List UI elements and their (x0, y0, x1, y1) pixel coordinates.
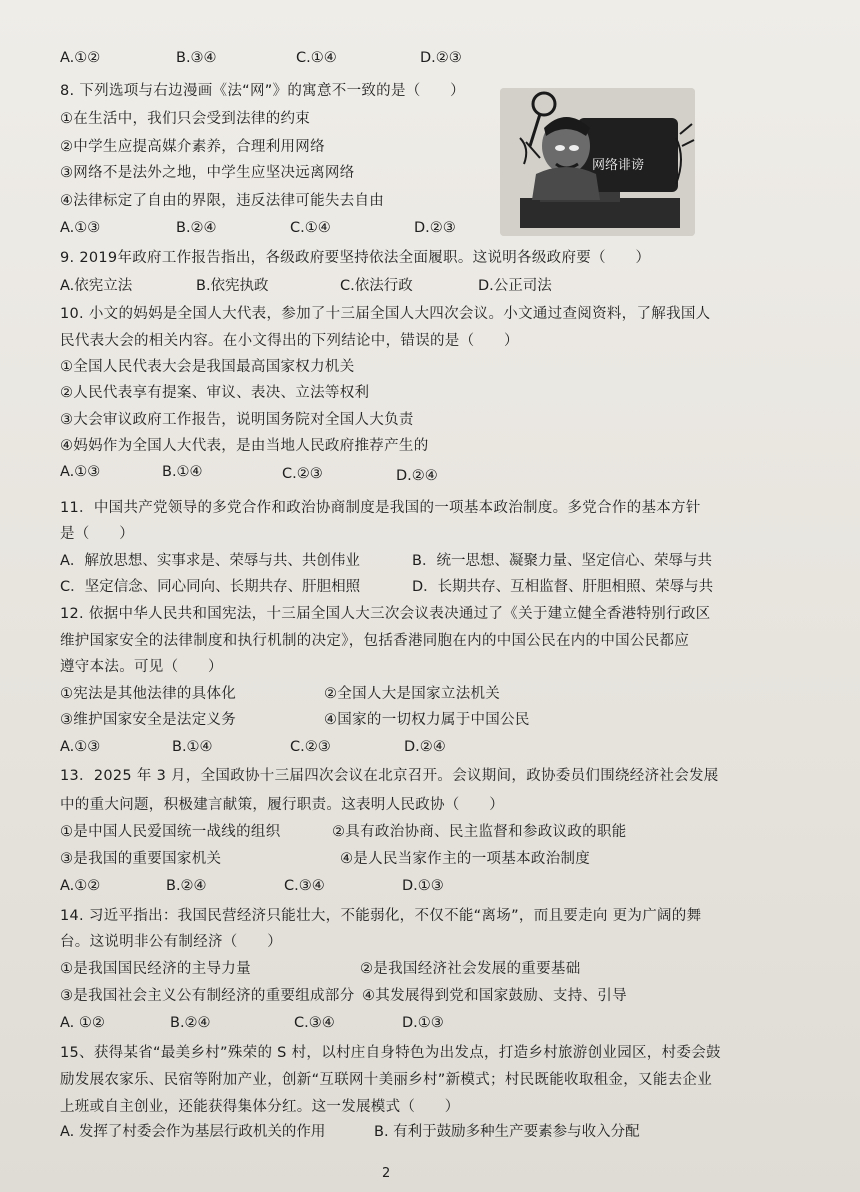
q8-item-1: ①在生活中，我们只会受到法律的约束 (60, 111, 311, 127)
q9-option-d: D.公正司法 (478, 278, 552, 294)
law-net-cartoon (500, 88, 695, 236)
q11-stem-line-1: 11．中国共产党领导的多党合作和政治协商制度是我国的一项基本政治制度。多党合作的基本方针 (60, 500, 701, 516)
q7-option-b: B.③④ (176, 50, 217, 66)
q14-option-c: C.③④ (294, 1015, 335, 1031)
q14-item-4: ④其发展得到党和国家鼓励、支持、引导 (362, 988, 627, 1004)
q15-stem-line-2: 励发展农家乐、民宿等附加产业，创新“互联网十美丽乡村”新模式；村民既能收取租金，又能去企业 (60, 1072, 713, 1088)
q13-option-b: B.②④ (166, 878, 207, 894)
q8-option-b: B.②④ (176, 220, 217, 236)
q13-item-2: ②具有政治协商、民主监督和参政议政的职能 (332, 824, 627, 840)
q15-option-a: A. 发挥了村委会作为基层行政机关的作用 (60, 1124, 326, 1140)
q13-option-a: A.①② (60, 878, 101, 894)
q13-option-d: D.①③ (402, 878, 444, 894)
q15-stem-line-1: 15、获得某省“最美乡村”殊荣的 S 村，以村庄自身特色为出发点，打造乡村旅游创业园区，村委会鼓 (60, 1045, 721, 1061)
q7-option-a: A.①② (60, 50, 101, 66)
q10-item-3: ③大会审议政府工作报告，说明国务院对全国人大负责 (60, 412, 414, 428)
q8-item-4: ④法律标定了自由的界限，违反法律可能失去自由 (60, 193, 385, 209)
q10-item-2: ②人民代表享有提案、审议、表决、立法等权利 (60, 385, 370, 401)
q7-option-c: C.①④ (296, 50, 337, 66)
q12-option-a: A.①③ (60, 739, 101, 755)
q13-item-4: ④是人民当家作主的一项基本政治制度 (340, 851, 591, 867)
q14-stem-line-1: 14. 习近平指出：我国民营经济只能壮大，不能弱化，不仅不能“离场”，而且要走向 更为广阔的舞 (60, 908, 702, 924)
q12-item-1: ①宪法是其他法律的具体化 (60, 686, 237, 702)
q14-option-b: B.②④ (170, 1015, 211, 1031)
q9-stem: 9. 2019年政府工作报告指出，各级政府要坚持依法全面履职。这说明各级政府要（ ） (60, 250, 651, 266)
q12-item-4: ④国家的一切权力属于中国公民 (324, 712, 530, 728)
q11-option-d: D．长期共存、互相监督、肝胆相照、荣辱与共 (412, 579, 714, 595)
q12-option-c: C.②③ (290, 739, 331, 755)
q8-item-3: ③网络不是法外之地，中学生应坚决远离网络 (60, 165, 355, 181)
q8-option-a: A.①③ (60, 220, 101, 236)
q14-item-1: ①是我国国民经济的主导力量 (60, 961, 251, 977)
q11-option-c: C．坚定信念、同心同向、长期共存、肝胆相照 (60, 579, 361, 595)
q10-stem-line-1: 10. 小文的妈妈是全国人大代表，参加了十三届全国人大四次会议。小文通过查阅资料，了解我国人 (60, 306, 711, 322)
q14-option-d: D.①③ (402, 1015, 444, 1031)
q13-stem-line-2: 中的重大问题，积极建言献策，履行职责。这表明人民政协（ ） (60, 797, 504, 813)
q7-option-d: D.②③ (420, 50, 462, 66)
q8-option-d: D.②③ (414, 220, 456, 236)
q10-option-a: A.①③ (60, 464, 101, 480)
q10-option-c: C.②③ (282, 466, 323, 482)
cartoon-label: 网络诽谤 (592, 158, 645, 173)
q10-option-d: D.②④ (396, 468, 438, 484)
q13-option-c: C.③④ (284, 878, 325, 894)
q10-stem-line-2: 民代表大会的相关内容。在小文得出的下列结论中，错误的是（ ） (60, 333, 519, 349)
q13-item-1: ①是中国人民爱国统一战线的组织 (60, 824, 281, 840)
q11-stem-line-2: 是（ ） (60, 526, 134, 542)
q9-option-a: A.依宪立法 (60, 278, 133, 294)
q12-stem-line-3: 遵守本法。可见（ ） (60, 659, 223, 675)
q8-item-2: ②中学生应提高媒介素养，合理利用网络 (60, 139, 325, 155)
q8-option-c: C.①④ (290, 220, 331, 236)
q10-item-4: ④妈妈作为全国人大代表，是由当地人民政府推荐产生的 (60, 438, 429, 454)
q14-option-a: A. ①② (60, 1015, 105, 1031)
q12-stem-line-2: 维护国家安全的法律制度和执行机制的决定》，包括香港同胞在内的中国公民在内的中国公民都应 (60, 633, 690, 649)
q12-item-3: ③维护国家安全是法定义务 (60, 712, 237, 728)
q9-option-c: C.依法行政 (340, 278, 413, 294)
q11-option-a: A．解放思想、实事求是、荣辱与共、共创伟业 (60, 553, 360, 569)
q14-item-2: ②是我国经济社会发展的重要基础 (360, 961, 581, 977)
page-number: 2 (382, 1166, 391, 1181)
q10-item-1: ①全国人民代表大会是我国最高国家权力机关 (60, 359, 355, 375)
q14-item-3: ③是我国社会主义公有制经济的重要组成部分 (60, 988, 355, 1004)
q13-item-3: ③是我国的重要国家机关 (60, 851, 222, 867)
q13-stem-line-1: 13．2025 年 3 月，全国政协十三届四次会议在北京召开。会议期间，政协委员们围绕经济社会发展 (60, 768, 719, 784)
q12-stem-line-1: 12. 依据中华人民共和国宪法，十三届全国人大三次会议表决通过了《关于建立健全香港特别行政区 (60, 606, 711, 622)
q8-stem: 8. 下列选项与右边漫画《法“网”》的寓意不一致的是（ ） (60, 83, 465, 99)
q12-option-d: D.②④ (404, 739, 446, 755)
q12-option-b: B.①④ (172, 739, 213, 755)
q15-stem-line-3: 上班或自主创业，还能获得集体分红。这一发展模式（ ） (60, 1099, 460, 1115)
q12-item-2: ②全国人大是国家立法机关 (324, 686, 501, 702)
q15-option-b: B. 有利于鼓励多种生产要素参与收入分配 (374, 1124, 640, 1140)
q14-stem-line-2: 台。这说明非公有制经济（ ） (60, 934, 282, 950)
q9-option-b: B.依宪执政 (196, 278, 269, 294)
q10-option-b: B.①④ (162, 464, 203, 480)
q11-option-b: B．统一思想、凝聚力量、坚定信心、荣辱与共 (412, 553, 712, 569)
